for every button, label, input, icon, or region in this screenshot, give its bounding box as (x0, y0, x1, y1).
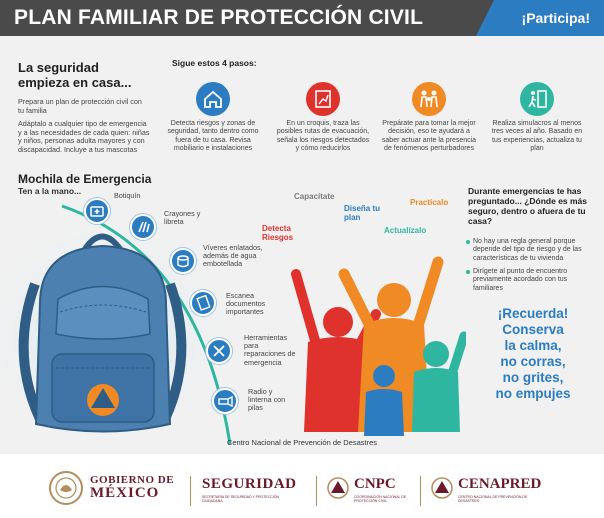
intro-heading-line2: empieza en casa... (18, 75, 132, 90)
cenapred-logo: CENAPRED (458, 476, 542, 492)
mochila-subtitle: Ten a la mano... (18, 186, 82, 196)
family-icon (412, 82, 446, 116)
exit-icon (520, 82, 554, 116)
cenapred-sub: CENTRO NACIONAL DE PREVENCIÓN DE DESASTRES (458, 495, 528, 503)
label-capacitate: Capacítate (294, 192, 335, 201)
gobierno-mexico-logo (90, 474, 174, 502)
infographic-body (0, 36, 604, 454)
recuerda-line: no empujes (495, 386, 571, 401)
kit-label-crayones: Crayones y libreta (164, 209, 201, 227)
step-1-text: Detecta riesgos y zonas de seguridad, tanto dentro como fuera de tu casa. Revisa mobiliario e instalaciones (167, 120, 259, 153)
gob-line1: GOBIERNO DE (90, 474, 175, 486)
recuerda-line: Conserva (502, 322, 564, 337)
family-illustration (290, 204, 466, 438)
label-practicalo: Practícalo (410, 198, 449, 207)
bullet-dot (466, 240, 470, 244)
step-4-text: Realiza simulacros al menos tres veces al año. Basado en tus experiencias, actualiza tu plan (491, 120, 583, 153)
intro-heading (18, 60, 168, 90)
cnpc-emblem-icon (326, 476, 350, 500)
mexico-eagle-seal-icon (48, 470, 84, 506)
logo-divider (190, 476, 191, 506)
cnpc-sub: COORDINACIÓN NACIONAL DE PROTECCIÓN CIVIL (354, 495, 407, 503)
bullet-2-text: Dirígete al punto de encuentro previamente acordado con tus familiares (473, 268, 568, 292)
kit-label-viveres: Víveres enlatados, además de agua embotellada (203, 243, 263, 269)
participa-label: ¡Participa! (521, 10, 590, 26)
kit-label-botiquin: Botiquín (114, 191, 141, 200)
seguridad-sub: SECRETARÍA DE SEGURIDAD Y PROTECCIÓN CIUDADANA (202, 495, 280, 503)
house-icon (196, 82, 230, 116)
label-detecta-riesgos: Detecta Riesgos (262, 224, 294, 242)
bullet-1 (466, 238, 598, 263)
footer-logos (0, 456, 604, 518)
bullet-dot (466, 270, 470, 274)
intro-heading-line1: La seguridad (18, 60, 99, 75)
recuerda-line: la calma, (504, 338, 562, 353)
crayons-icon (130, 214, 156, 240)
step-2-text: En un croquis, traza las posibles rutas de evacuación, señala los riesgos detectados y cómo reducirlos (276, 120, 370, 153)
cnpc-logo: CNPC (354, 476, 396, 492)
seguridad-logo: SEGURIDAD (202, 476, 297, 492)
label-disena-plan: Diseña tu plan (344, 204, 381, 222)
page-title: PLAN FAMILIAR DE PROTECCIÓN CIVIL (14, 6, 424, 29)
first-aid-kit-icon (84, 198, 110, 224)
recuerda-line: no grites, (502, 370, 564, 385)
intro-para-1: Prepara un plan de protección civil con tu familia (18, 97, 142, 115)
intro-para-2: Adáptalo a cualquier tipo de emergencia y a las necesidades de cada quien: niñas y niños, personas adulta mayores y con discapacidad. Incluye a tus mascotas (18, 119, 150, 154)
recuerda-line: no corras, (500, 354, 566, 369)
emergencias-question: Durante emergencias te has preguntado... ¿Dónde es más seguro, dentro o afuera de tu casa? (468, 186, 588, 226)
recuerda-line: ¡Recuerda! (497, 306, 569, 321)
cenapred-emblem-icon (430, 476, 454, 500)
footer-center-text: Centro Nacional de Prevención de Desastres (226, 438, 378, 447)
label-actualizalo: Actualízalo (384, 226, 427, 235)
logo-divider (420, 476, 421, 506)
recuerda-message (466, 306, 600, 402)
tools-icon (206, 338, 232, 364)
map-route-icon (306, 82, 340, 116)
documents-icon (190, 290, 216, 316)
radio-flashlight-icon (212, 388, 238, 414)
header-banner (0, 0, 604, 36)
kit-label-herramientas: Herramientas para reparaciones de emergencia (244, 333, 296, 367)
logo-divider (316, 476, 317, 506)
mochila-title: Mochila de Emergencia (18, 172, 152, 186)
steps-title: Sigue estos 4 pasos: (172, 58, 257, 68)
bullet-1-text: No hay una regla general porque depende del tipo de riesgo y de las características de tu vivienda (473, 238, 582, 262)
bullet-2 (466, 268, 598, 293)
gob-line2: MÉXICO (90, 485, 160, 501)
kit-label-documentos: Escanea documentos importantes (226, 291, 266, 317)
kit-label-radio: Radio y linterna con pilas (248, 387, 286, 413)
step-3-text: Prepárate para tomar la mejor decisión, eso te ayudará a saber actuar ante la presencia de fenómenos perturbadores (381, 120, 477, 153)
canned-food-icon (170, 248, 196, 274)
